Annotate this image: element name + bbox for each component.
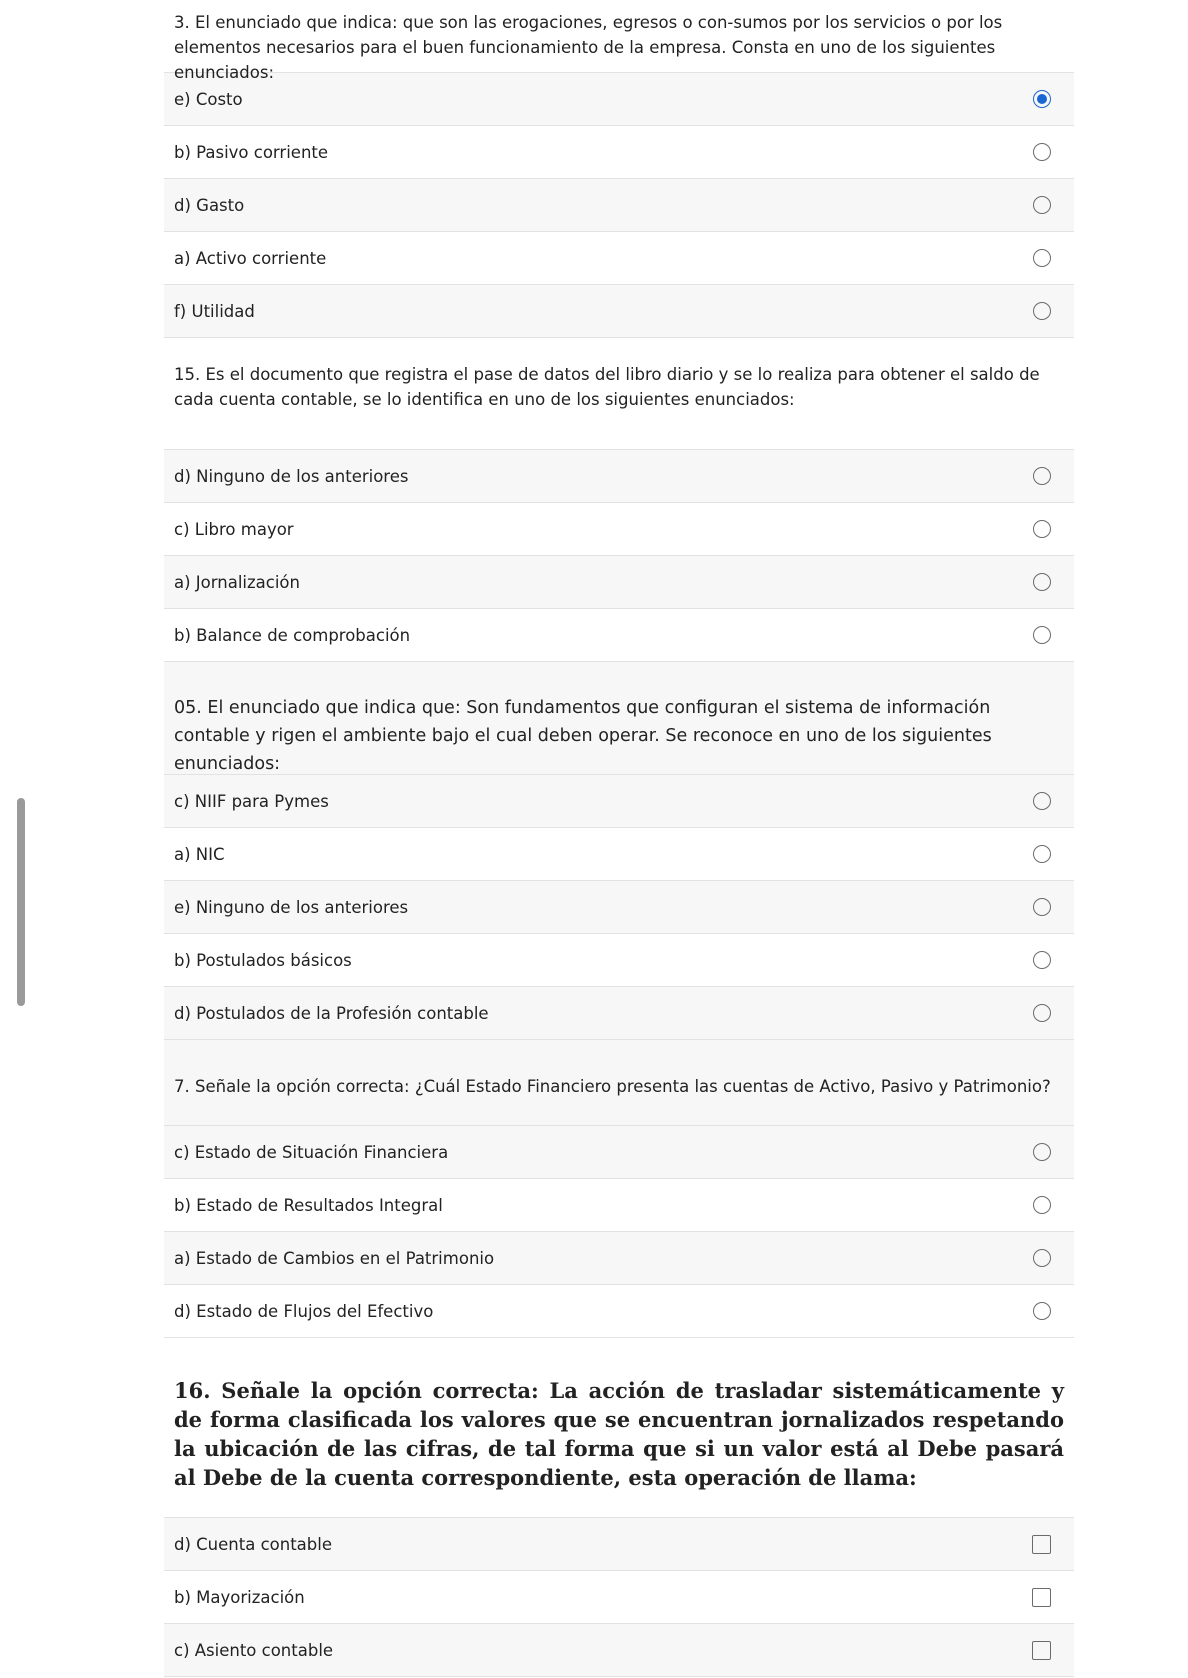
- question-text: 3. El enunciado que indica: que son las erogaciones, egresos o con-sumos por los servicios o por los elementos necesarios para el buen funcionamiento de la empresa. Consta en uno de los siguientes enunciados:: [174, 13, 1003, 82]
- option-row[interactable]: [164, 934, 1074, 987]
- option-row[interactable]: [164, 556, 1074, 609]
- radio-button[interactable]: [1033, 467, 1051, 485]
- option-row[interactable]: [164, 881, 1074, 934]
- option-row[interactable]: [164, 232, 1074, 285]
- option-row[interactable]: [164, 179, 1074, 232]
- option-row[interactable]: [164, 1285, 1074, 1338]
- option-label: e) Costo: [174, 89, 243, 109]
- radio-button[interactable]: [1033, 302, 1051, 320]
- scrollbar-thumb[interactable]: [17, 798, 25, 1006]
- option-label: b) Balance de comprobación: [174, 625, 411, 645]
- radio-button[interactable]: [1033, 898, 1051, 916]
- option-label: a) NIC: [174, 844, 225, 864]
- option-label: e) Ninguno de los anteriores: [174, 897, 409, 917]
- radio-button[interactable]: [1033, 196, 1051, 214]
- option-label: b) Estado de Resultados Integral: [174, 1195, 443, 1215]
- options-list: [164, 1517, 1074, 1677]
- option-label: b) Postulados básicos: [174, 950, 352, 970]
- radio-button[interactable]: [1033, 249, 1051, 267]
- option-label: a) Jornalización: [174, 572, 300, 592]
- option-label: d) Postulados de la Profesión contable: [174, 1003, 489, 1023]
- option-label: c) Asiento contable: [174, 1640, 334, 1660]
- options-list: [164, 774, 1074, 1040]
- option-row[interactable]: [164, 73, 1074, 126]
- option-row[interactable]: [164, 775, 1074, 828]
- option-row[interactable]: [164, 1126, 1074, 1179]
- option-label: d) Estado de Flujos del Efectivo: [174, 1301, 434, 1321]
- option-row[interactable]: [164, 1232, 1074, 1285]
- radio-button-selected[interactable]: [1033, 90, 1051, 108]
- option-row[interactable]: [164, 450, 1074, 503]
- option-label: d) Ninguno de los anteriores: [174, 466, 409, 486]
- options-list: [164, 449, 1074, 662]
- radio-button[interactable]: [1033, 1302, 1051, 1320]
- option-label: c) Libro mayor: [174, 519, 294, 539]
- radio-button[interactable]: [1033, 520, 1051, 538]
- checkbox[interactable]: [1032, 1535, 1051, 1554]
- question-text: 7. Señale la opción correcta: ¿Cuál Estado Financiero presenta las cuentas de Activo, Pasivo y Patrimonio?: [164, 1040, 1074, 1125]
- radio-button[interactable]: [1033, 573, 1051, 591]
- option-row[interactable]: [164, 503, 1074, 556]
- option-label: c) Estado de Situación Financiera: [174, 1142, 449, 1162]
- radio-button[interactable]: [1033, 626, 1051, 644]
- option-row[interactable]: [164, 285, 1074, 338]
- option-label: f) Utilidad: [174, 301, 255, 321]
- radio-button[interactable]: [1033, 1004, 1051, 1022]
- option-row[interactable]: [164, 1518, 1074, 1571]
- radio-button[interactable]: [1033, 143, 1051, 161]
- option-row[interactable]: [164, 828, 1074, 881]
- option-row[interactable]: [164, 1571, 1074, 1624]
- quiz-content: [164, 0, 1074, 1677]
- option-label: b) Mayorización: [174, 1587, 305, 1607]
- option-label: b) Pasivo corriente: [174, 142, 329, 162]
- radio-button[interactable]: [1033, 792, 1051, 810]
- option-label: d) Cuenta contable: [174, 1534, 332, 1554]
- question-text: 16. Señale la opción correcta: La acción de trasladar sistemáticamente y de forma clasificada los valores que se encuentran jornalizados respetando la ubicación de las cifras, de tal forma que si un valor está al Debe pasará al Debe de la cuenta correspondiente, esta operación de llama:: [174, 1378, 1064, 1490]
- question-text: 15. Es el documento que registra el pase de datos del libro diario y se lo realiza para obtener el saldo de cada cuenta contable, se lo identifica en uno de los siguientes enunciados:: [174, 365, 1040, 409]
- radio-button[interactable]: [1033, 1143, 1051, 1161]
- question-text: 05. El enunciado que indica que: Son fundamentos que configuran el sistema de información contable y rigen el ambiente bajo el cual deben operar. Se reconoce en uno de los siguientes enunciados:: [164, 662, 1074, 774]
- option-label: a) Estado de Cambios en el Patrimonio: [174, 1248, 495, 1268]
- option-label: c) NIIF para Pymes: [174, 791, 329, 811]
- radio-button[interactable]: [1033, 1249, 1051, 1267]
- option-label: d) Gasto: [174, 195, 245, 215]
- checkbox[interactable]: [1032, 1588, 1051, 1607]
- radio-button[interactable]: [1033, 1196, 1051, 1214]
- option-row[interactable]: [164, 1624, 1074, 1677]
- options-list: [164, 1125, 1074, 1338]
- checkbox[interactable]: [1032, 1641, 1051, 1660]
- option-label: a) Activo corriente: [174, 248, 327, 268]
- option-row[interactable]: [164, 1179, 1074, 1232]
- radio-button[interactable]: [1033, 951, 1051, 969]
- option-row[interactable]: [164, 609, 1074, 662]
- option-row[interactable]: [164, 987, 1074, 1040]
- options-list: [164, 72, 1074, 338]
- radio-button[interactable]: [1033, 845, 1051, 863]
- option-row[interactable]: [164, 126, 1074, 179]
